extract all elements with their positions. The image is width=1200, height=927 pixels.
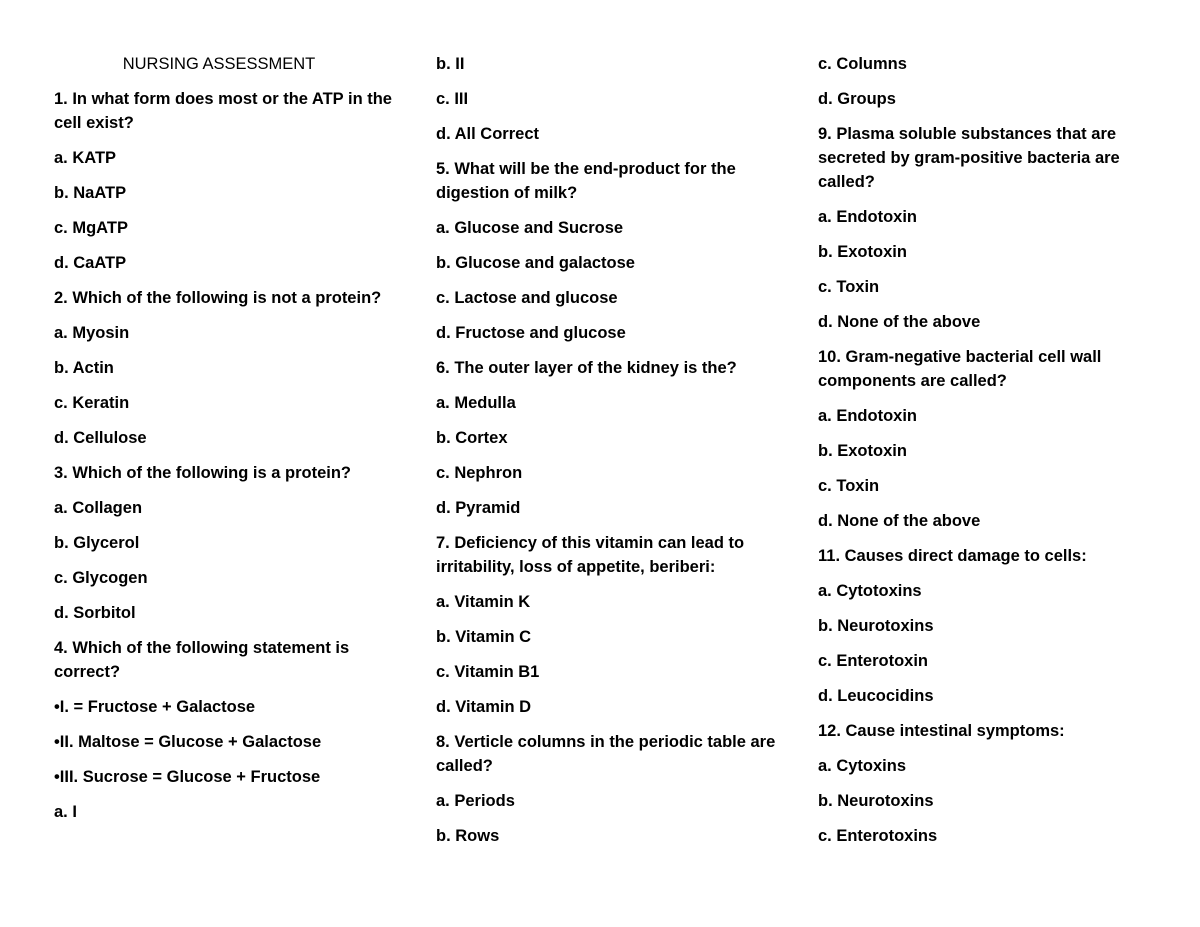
option-10c: c. Toxin: [818, 477, 880, 495]
option-9a: a. Endotoxin: [818, 208, 917, 226]
option-11c: c. Enterotoxin: [818, 652, 929, 670]
option-2b: b. Actin: [54, 359, 114, 377]
option-12c: c. Enterotoxins: [818, 827, 938, 845]
question-10: 10. Gram-negative bacterial cell wall components are called?: [818, 348, 1102, 390]
option-3a: a. Collagen: [54, 499, 143, 517]
option-8c: c. Columns: [818, 55, 907, 73]
option-10b: b. Exotoxin: [818, 442, 907, 460]
statement-4-iii: •III. Sucrose = Glucose + Fructose: [54, 768, 321, 786]
question-1: 1. In what form does most or the ATP in the cell exist?: [54, 90, 392, 132]
question-5: 5. What will be the end-product for the digestion of milk?: [436, 160, 736, 202]
option-6a: a. Medulla: [436, 394, 516, 412]
option-4b: b. II: [436, 55, 465, 73]
option-6d: d. Pyramid: [436, 499, 521, 517]
question-9: 9. Plasma soluble substances that are secreted by gram-positive bacteria are called?: [818, 125, 1120, 191]
option-3d: d. Sorbitol: [54, 604, 136, 622]
question-12: 12. Cause intestinal symptoms:: [818, 722, 1065, 740]
option-7d: d. Vitamin D: [436, 698, 532, 716]
option-2a: a. Myosin: [54, 324, 130, 342]
question-11: 11. Causes direct damage to cells:: [818, 547, 1087, 565]
question-7: 7. Deficiency of this vitamin can lead to irritability, loss of appetite, beriberi:: [436, 534, 745, 576]
option-5a: a. Glucose and Sucrose: [436, 219, 624, 237]
option-7a: a. Vitamin K: [436, 593, 531, 611]
column-1: [54, 52, 394, 835]
statement-4-ii: •II. Maltose = Glucose + Galactose: [54, 733, 322, 751]
document-title: NURSING ASSESSMENT: [122, 55, 316, 73]
option-1c: c. MgATP: [54, 219, 128, 237]
option-11d: d. Leucocidins: [818, 687, 934, 705]
question-2: 2. Which of the following is not a protein?: [54, 289, 382, 307]
option-11b: b. Neurotoxins: [818, 617, 934, 635]
option-5b: b. Glucose and galactose: [436, 254, 635, 272]
option-1a: a. KATP: [54, 149, 117, 167]
question-6: 6. The outer layer of the kidney is the?: [436, 359, 737, 377]
option-9b: b. Exotoxin: [818, 243, 907, 261]
option-2c: c. Keratin: [54, 394, 130, 412]
option-6b: b. Cortex: [436, 429, 508, 447]
option-4d: d. All Correct: [436, 125, 539, 143]
option-3b: b. Glycerol: [54, 534, 140, 552]
option-10d: d. None of the above: [818, 512, 981, 530]
statement-4-i: •I. = Fructose + Galactose: [54, 698, 256, 716]
option-1d: d. CaATP: [54, 254, 127, 272]
option-7c: c. Vitamin B1: [436, 663, 540, 681]
option-2d: d. Cellulose: [54, 429, 147, 447]
option-3c: c. Glycogen: [54, 569, 148, 587]
column-2: [436, 52, 776, 859]
option-8a: a. Periods: [436, 792, 515, 810]
option-1b: b. NaATP: [54, 184, 127, 202]
column-3: [818, 52, 1148, 859]
option-10a: a. Endotoxin: [818, 407, 917, 425]
option-9d: d. None of the above: [818, 313, 981, 331]
option-9c: c. Toxin: [818, 278, 880, 296]
question-3: 3. Which of the following is a protein?: [54, 464, 351, 482]
option-12a: a. Cytoxins: [818, 757, 907, 775]
option-12b: b. Neurotoxins: [818, 792, 934, 810]
option-8d: d. Groups: [818, 90, 896, 108]
option-4c: c. III: [436, 90, 469, 108]
option-6c: c. Nephron: [436, 464, 523, 482]
question-4: 4. Which of the following statement is correct?: [54, 639, 350, 681]
option-11a: a. Cytotoxins: [818, 582, 922, 600]
option-4a: a. I: [54, 803, 77, 821]
question-8: 8. Verticle columns in the periodic table are called?: [436, 733, 776, 775]
option-5d: d. Fructose and glucose: [436, 324, 626, 342]
option-5c: c. Lactose and glucose: [436, 289, 618, 307]
option-8b: b. Rows: [436, 827, 500, 845]
option-7b: b. Vitamin C: [436, 628, 532, 646]
